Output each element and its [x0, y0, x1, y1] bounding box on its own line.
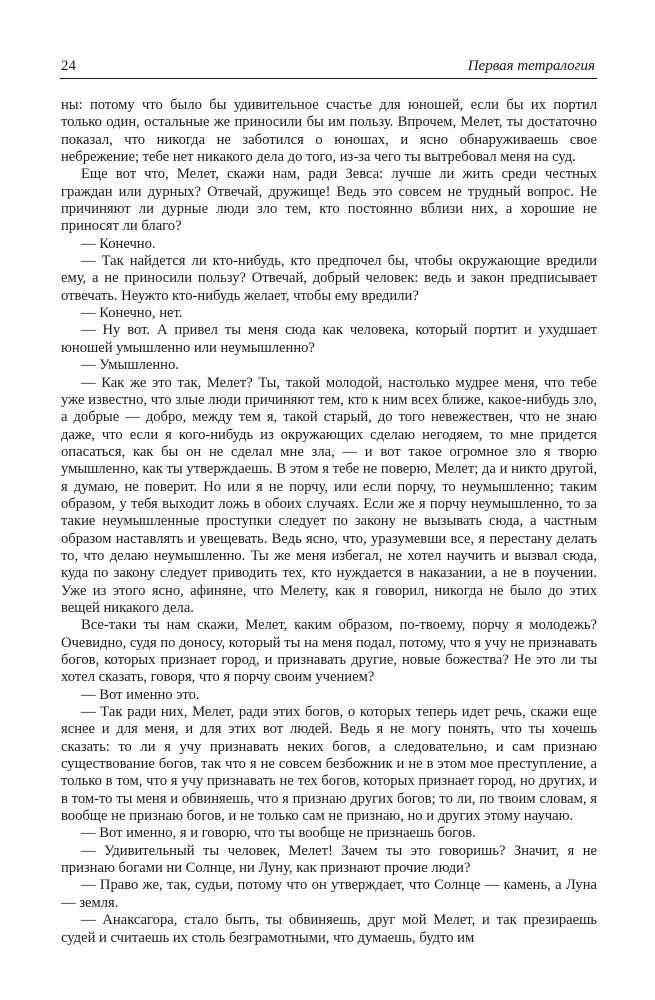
paragraph: — Конечно, нет.	[81, 305, 183, 322]
paragraph: — Право же, так, судьи, потому что он утверждает, что Солнце — камень, а Луна — земля.	[61, 877, 597, 911]
paragraph: — Удивительный ты человек, Мелет! Зачем ты это говоришь? Значит, я не признаю богами ни Солнце, ни Луну, как признают прочие люди?	[61, 842, 597, 877]
paragraph: Еще вот что, Мелет, скажи нам, ради Зевса: лучше ли жить среди честных граждан или дурных? Отвечай, дружище! Ведь это совсем не трудный вопрос. Не причиняют ли дурные люди зло тем, кто постоянно вблизи них, а хорошие не приносят ли благо?	[61, 166, 597, 235]
paragraph: Все-таки ты нам скажи, Мелет, каким образом, по-твоему, порчу я молодежь? Очевидно, судя по доносу, который ты на меня подал, потому, что я учу не признавать богов, которых признает город, и признавать другие, новые божества? Не это ли ты хотел сказать, говоря, что я порчу своим учением?	[61, 617, 597, 686]
running-title: Первая тетралогия	[467, 58, 595, 74]
paragraph: — Как же это так, Мелет? Ты, такой молодой, настолько мудрее меня, что тебе уже известно, что злые люди причиняют тем, кто к ним всех ближе, какое-нибудь зло, а добрые — добро, между тем я, такой старый, до того невежествен, что не знаю даже, что если я кого-нибудь из окружающих сделаю негодяем, то мне придется опасаться, как бы он не сделал мне зла, — и вот такое огромное зло я творю умышленно, как ты утверждаешь. В этом я тебе не поверю, Мелет; да и никто другой, я думаю, не поверит. Но или я не порчу, или если порчу, то неумышленно; таким образом, у тебя выходит ложь в обоих случаях. Если же я порчу неумышленно, то за такие неумышленные проступки следует по закону не вызывать сюда, а частным образом наставлять и увещевать. Ведь ясно, что, уразумевши все, я перестану делать то, что делаю неумышленно. Ты же меня избегал, не хотел научить и вызвал сюда, куда по закону следует приводить тех, кто нуждается в наказании, а не в поучении. Уже из этого ясно, афиняне, что Мелету, как я говорил, никогда не было до этих вещей никакого дела.	[61, 374, 597, 616]
paragraph: — Умышленно.	[81, 357, 179, 374]
paragraph: — Так найдется ли кто-нибудь, кто предпочел бы, чтобы окружающие вредили ему, а не приносили пользу? Отвечай, добрый человек: ведь и закон предписывает отвечать. Неужто кто-нибудь желает, чтобы ему вредили?	[61, 253, 597, 304]
page-header	[60, 54, 597, 79]
paragraph: — Ну вот. А привел ты меня сюда как человека, который портит и ухудшает юношей умышленно или неумышленно?	[61, 322, 597, 356]
paragraph: — Анаксагора, стало быть, ты обвиняешь, друг мой Мелет, и так презираешь судей и считаешь их столь безграмотными, что думаешь, будто им	[61, 912, 597, 946]
paragraph: ны: потому что было бы удивительное счастье для юношей, если бы их портил только один, остальные же приносили бы им пользу. Впрочем, Мелет, ты достаточно показал, что никогда не заботился о юношах, и ясно обнаруживаешь свое небрежение; тебе нет никакого дела до того, из-за чего ты вытребовал меня на суд.	[61, 97, 597, 166]
paragraph: — Вот именно, я и говорю, что ты вообще не признаешь богов.	[81, 825, 476, 842]
paragraph: — Так ради них, Мелет, ради этих богов, о которых теперь идет речь, скажи еще яснее и для меня, и для этих вот людей. Ведь я не могу понять, что ты хочешь сказать: то ли я учу признавать неких богов, а следовательно, и сам признаю существование богов, так что я не совсем безбожник и не в этом мое преступление, а только в том, что я учу признавать не тех богов, которых признает город, но других, и в том-то ты меня и обвиняешь, что я признаю других богов; то ли, по твоим словам, я вообще не признаю богов, и не только сам не признаю, но и других этому научаю.	[61, 704, 597, 825]
page-number: 24	[61, 58, 76, 74]
paragraph: — Вот именно это.	[81, 686, 200, 703]
paragraph: — Конечно.	[81, 235, 156, 252]
body-text	[61, 97, 597, 947]
